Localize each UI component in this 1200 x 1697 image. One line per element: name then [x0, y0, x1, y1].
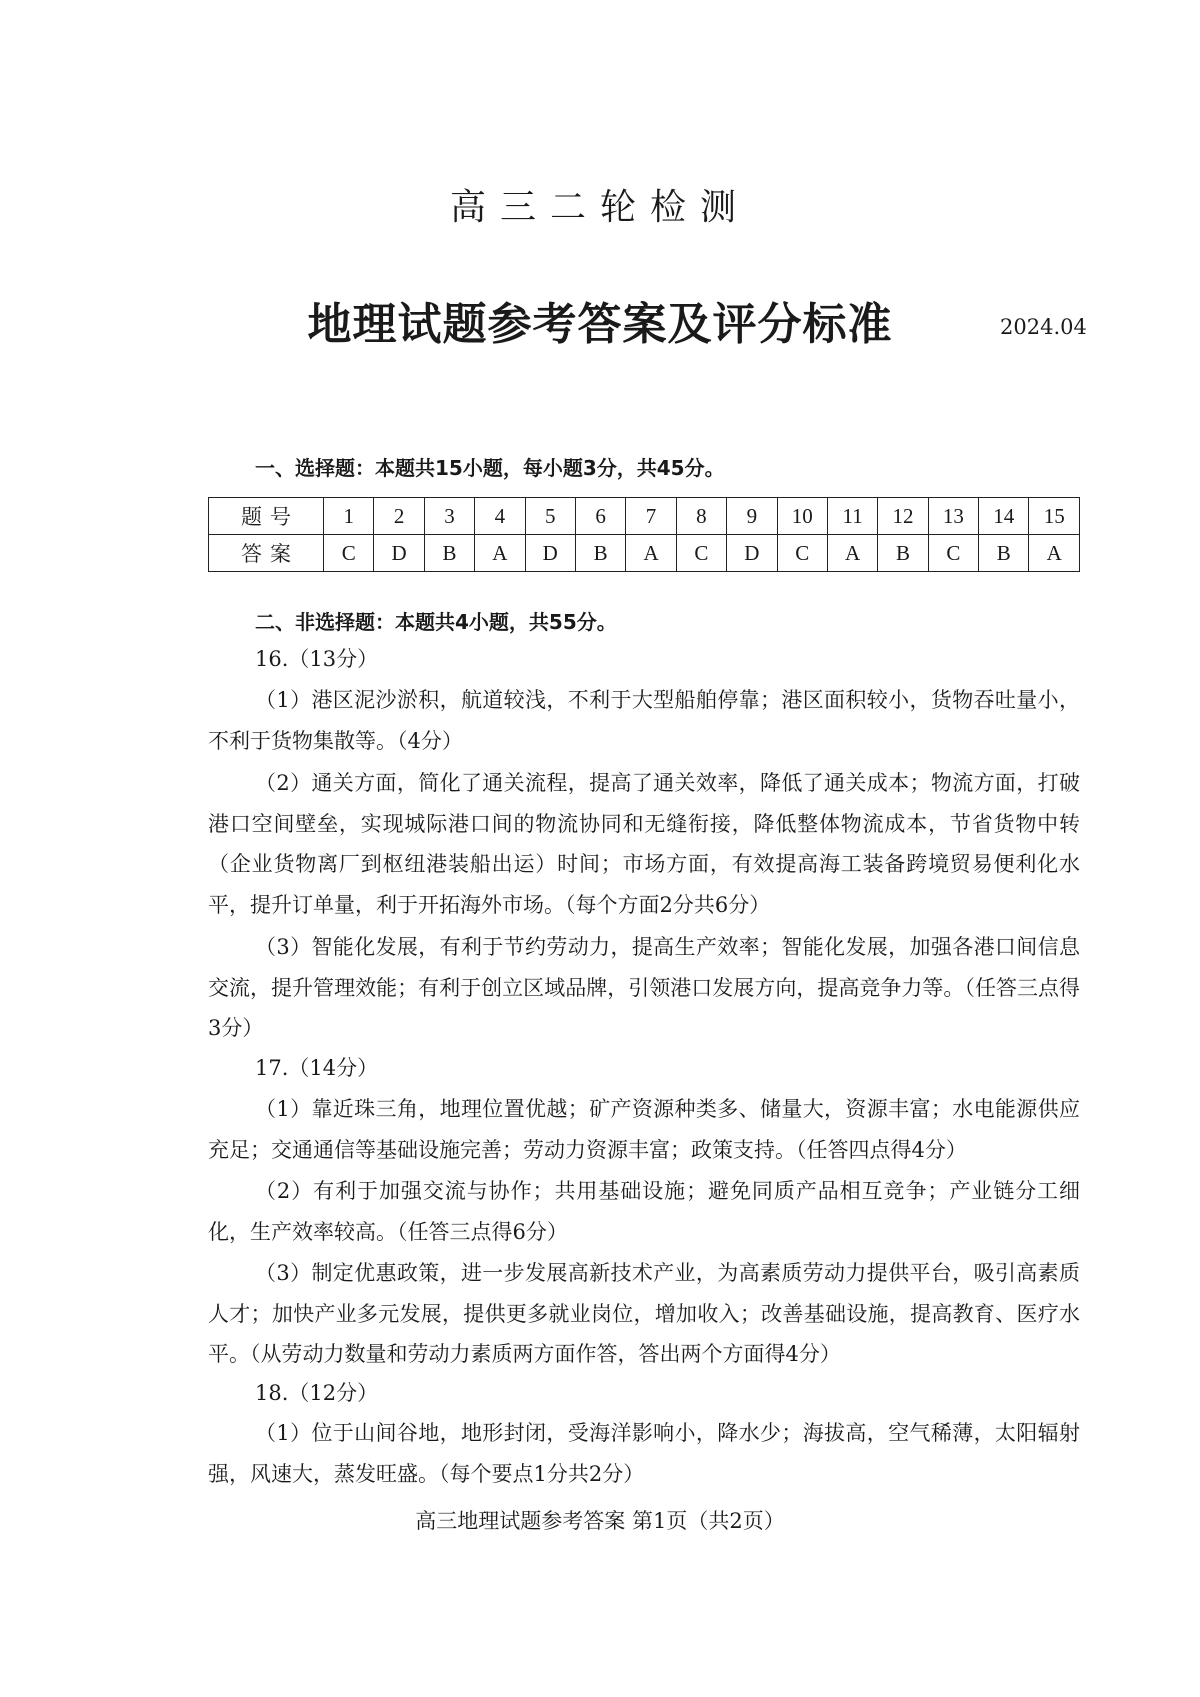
- page-footer: 高三地理试题参考答案 第1页（共2页）: [415, 1509, 785, 1533]
- question-number-cell: 7: [626, 498, 676, 535]
- question-number-cell: 5: [525, 498, 575, 535]
- question-number-cell: 2: [374, 498, 424, 535]
- q16-answer-part1: （1）港区泥沙淤积，航道较浅，不利于大型船舶停靠；港区面积较小，货物吞吐量小，不利于货物集散等。（4分）: [208, 688, 1080, 753]
- question-17-label: 17.（14分）: [255, 1056, 379, 1080]
- answer-cell: D: [727, 535, 777, 572]
- answer-cell: B: [575, 535, 625, 572]
- exam-series-title: 高三二轮检测: [449, 187, 750, 228]
- question-number-cell: 13: [928, 498, 978, 535]
- question-number-cell: 6: [575, 498, 625, 535]
- section2-heading: 二、非选择题：本题共4小题，共55分。: [255, 610, 617, 634]
- answer-cell: B: [424, 535, 474, 572]
- section1-heading: 一、选择题：本题共15小题，每小题3分，共45分。: [255, 456, 725, 480]
- answer-cell: C: [928, 535, 978, 572]
- question-number-cell: 15: [1029, 498, 1080, 535]
- page-title: 地理试题参考答案及评分标准: [307, 299, 893, 350]
- question-number-cell: 1: [324, 498, 374, 535]
- q17-answer-part1: （1）靠近珠三角，地理位置优越；矿产资源种类多、储量大，资源丰富；水电能源供应充足；交通通信等基础设施完善；劳动力资源丰富；政策支持。（任答四点得4分）: [208, 1097, 1080, 1162]
- answer-cell: B: [979, 535, 1029, 572]
- question-18-label: 18.（12分）: [255, 1381, 379, 1405]
- question-number-cell: 9: [727, 498, 777, 535]
- row-label-answer: 答案: [209, 535, 324, 572]
- answer-cell: C: [676, 535, 726, 572]
- q17-answer-part2: （2）有利于加强交流与协作；共用基础设施；避免同质产品相互竞争；产业链分工细化，生产效率较高。（任答三点得6分）: [208, 1179, 1080, 1244]
- answer-cell: C: [777, 535, 827, 572]
- question-16-label: 16.（13分）: [255, 647, 379, 671]
- question-number-cell: 12: [878, 498, 928, 535]
- q18-answer-part1: （1）位于山间谷地，地形封闭，受海洋影响小，降水少；海拔高，空气稀薄，太阳辐射强，风速大，蒸发旺盛。（每个要点1分共2分）: [208, 1421, 1080, 1486]
- answer-cell: A: [626, 535, 676, 572]
- answer-cell: D: [525, 535, 575, 572]
- question-number-cell: 10: [777, 498, 827, 535]
- multiple-choice-answer-table: [208, 497, 1080, 572]
- question-number-row: [209, 498, 1080, 535]
- question-number-cell: 4: [475, 498, 525, 535]
- exam-date: 2024.04: [1000, 315, 1087, 339]
- answer-cell: A: [475, 535, 525, 572]
- answer-cell: A: [1029, 535, 1080, 572]
- row-label-number: 题号: [209, 498, 324, 535]
- question-number-cell: 3: [424, 498, 474, 535]
- answer-cell: A: [827, 535, 877, 572]
- q17-answer-part3: （3）制定优惠政策，进一步发展高新技术产业，为高素质劳动力提供平台，吸引高素质人才；加快产业多元发展，提供更多就业岗位，增加收入；改善基础设施，提高教育、医疗水平。（从劳动力数量和劳动力素质两方面作答，答出两个方面得4分）: [208, 1261, 1080, 1367]
- answer-row: [209, 535, 1080, 572]
- answer-cell: B: [878, 535, 928, 572]
- question-number-cell: 8: [676, 498, 726, 535]
- answer-cell: C: [324, 535, 374, 572]
- question-number-cell: 11: [827, 498, 877, 535]
- answer-cell: D: [374, 535, 424, 572]
- q16-answer-part3: （3）智能化发展，有利于节约劳动力，提高生产效率；智能化发展，加强各港口间信息交流，提升管理效能；有利于创立区域品牌，引领港口发展方向，提高竞争力等。（任答三点得3分）: [208, 935, 1080, 1041]
- q16-answer-part2: （2）通关方面，简化了通关流程，提高了通关效率，降低了通关成本；物流方面，打破港口空间壁垒，实现城际港口间的物流协同和无缝衔接，降低整体物流成本，节省货物中转（企业货物离厂到枢纽港装船出运）时间；市场方面，有效提高海工装备跨境贸易便利化水平，提升订单量，利于开拓海外市场。（每个方面2分共6分）: [208, 771, 1080, 918]
- question-number-cell: 14: [979, 498, 1029, 535]
